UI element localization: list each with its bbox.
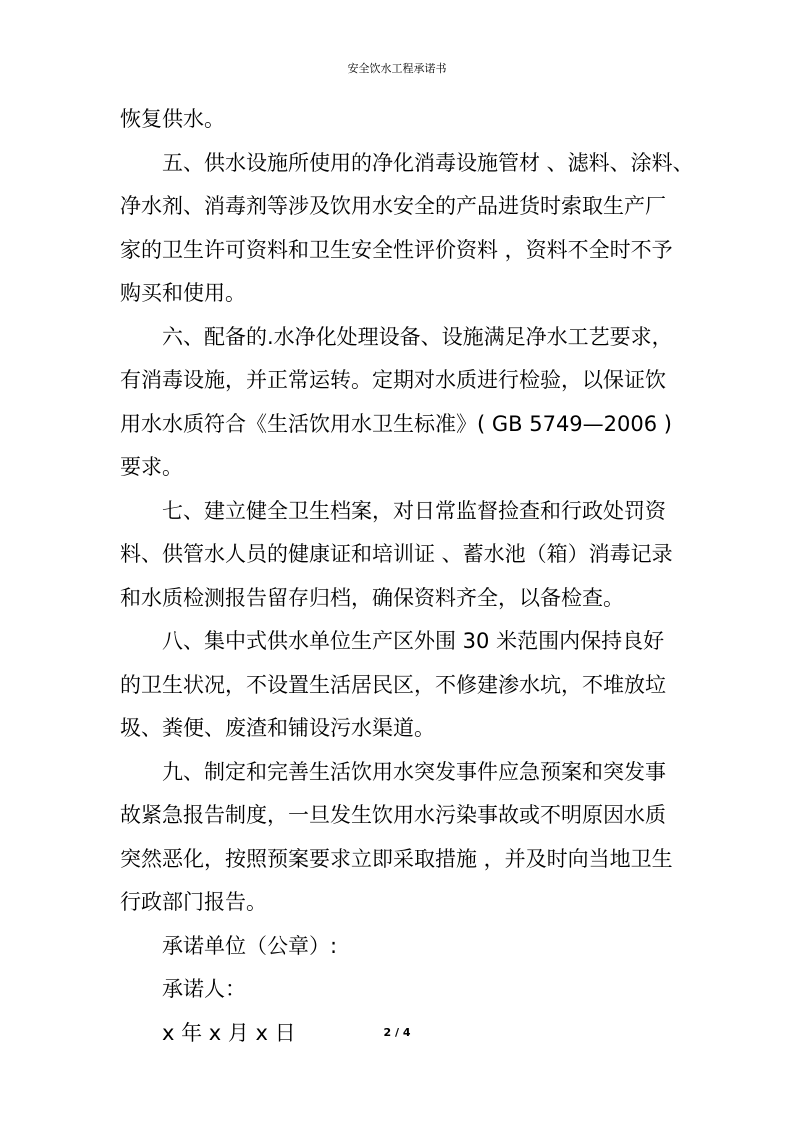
text-line: 用水水质符合《生活饮用水卫生标准》( GB 5749—2006 ) bbox=[120, 411, 672, 436]
text-line: 净水剂、消毒剂等涉及饮用水安全的产品进货时索取生产厂 bbox=[120, 194, 666, 218]
page-number: 2 / 4 bbox=[383, 1026, 411, 1039]
signatory-label: 承诺人： bbox=[162, 977, 246, 1001]
text-line: 和水质检测报告留存归档，确保资料齐全，以备检查。 bbox=[120, 585, 624, 610]
text-line: 要求。 bbox=[120, 455, 183, 479]
text-line: 有消毒设施，并正常运转。定期对水质进行检验，以保证饮 bbox=[120, 368, 666, 392]
text-line: 圾、粪便、废渣和铺设污水渠道。 bbox=[120, 716, 435, 740]
text-line: 突然恶化，按照预案要求立即采取措施 ，并及时向当地卫生 bbox=[120, 846, 673, 871]
page-header: 安全饮水工程承诺书 bbox=[347, 62, 447, 75]
text-line: 料、供管水人员的健康证和培训证 、蓄水池（箱）消毒记录 bbox=[120, 542, 673, 566]
text-line: 六、配备的.水净化处理设备、设施满足净水工艺要求， bbox=[162, 324, 673, 349]
text-line: 五、供水设施所使用的净化消毒设施管材 、滤料、涂料、 bbox=[162, 150, 694, 175]
signature-unit-label: 承诺单位（公章）: bbox=[162, 933, 338, 958]
text-line: 故紧急报告制度，一旦发生饮用水污染事故或不明原因水质 bbox=[120, 803, 666, 827]
text-line: 恢复供水。 bbox=[120, 107, 225, 131]
text-line: 行政部门报告。 bbox=[120, 890, 267, 914]
document-body bbox=[120, 98, 694, 1055]
text-line: 八、集中式供水单位生产区外围 30 米范围内保持良好 bbox=[162, 629, 665, 653]
date-line: x 年 x 月 x 日 bbox=[162, 1020, 296, 1045]
text-line: 购买和使用。 bbox=[120, 281, 246, 305]
text-line: 家的卫生许可资料和卫生安全性评价资料 ，资料不全时不予 bbox=[120, 237, 673, 262]
text-line: 七、建立健全卫生档案，对日常监督捡查和行政处罚资 bbox=[162, 498, 666, 523]
text-line: 的卫生状况，不设置生活居民区，不修建渗水坑，不堆放垃 bbox=[120, 672, 666, 697]
text-line: 九、制定和完善生活饮用水突发事件应急预案和突发事 bbox=[162, 759, 666, 784]
